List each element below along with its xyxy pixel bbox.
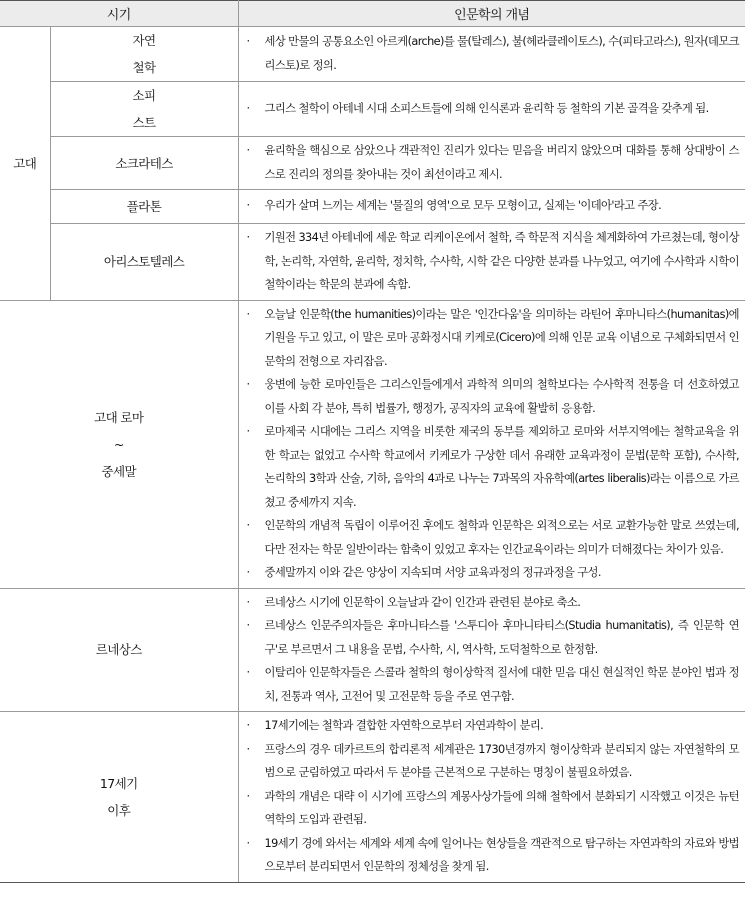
table-row bbox=[0, 712, 745, 883]
sub-era-cell bbox=[50, 82, 238, 137]
sub-era-cell bbox=[50, 224, 238, 301]
header-concept: 인문학의 개념 bbox=[238, 1, 745, 27]
concept-cell bbox=[238, 588, 745, 712]
concept-bullet: · 우리가 살며 느끼는 세계는 '물질의 영역'으로 모두 모형이고, 실제는 '이데아'라고 주장. bbox=[243, 194, 739, 218]
sub-era-cell bbox=[50, 190, 238, 224]
concept-bullet: · 그리스 철학이 아테네 시대 소피스트들에 의해 인식론과 윤리학 등 철학의 기본 골격을 갖추게 됨. bbox=[243, 97, 739, 121]
sub-era-line: 소크라테스 bbox=[115, 155, 173, 171]
sub-era-line: 아리스토텔레스 bbox=[103, 254, 185, 270]
concept-bullet: · 세상 만물의 공통요소인 아르케(arche)를 물(탈레스), 불(헤라클레이토스), 수(피타고라스), 원자(데모크리스토)로 정의. bbox=[243, 30, 739, 77]
concept-cell bbox=[238, 224, 745, 301]
table-row bbox=[0, 224, 745, 301]
sub-era-cell bbox=[50, 137, 238, 190]
era-line: ~ bbox=[113, 436, 124, 452]
concept-bullet: · 윤리학을 핵심으로 삼았으나 객관적인 진리가 있다는 믿음을 버리지 않았으며 대화를 통해 상대방이 스스로 진리의 정의를 찾아내는 것이 최선이라고 제시. bbox=[243, 139, 739, 186]
sub-era-line: 플라톤 bbox=[126, 199, 162, 214]
concept-cell bbox=[238, 300, 745, 588]
sub-era-line: 철학 bbox=[132, 60, 156, 75]
era-cell: 고대 bbox=[0, 27, 50, 301]
era-cell bbox=[0, 588, 238, 712]
concept-bullet: · 이탈리아 인문학자들은 스콜라 철학의 형이상학적 질서에 대한 믿음 대신 현실적인 학문 분야인 법과 정치, 전통과 역사, 고전어 및 고전문학 등을 주로 연구함. bbox=[243, 661, 739, 708]
concept-cell bbox=[238, 190, 745, 224]
concept-bullet: · 르네상스 인문주의자들은 후마니타스를 '스투디아 후마니타티스(Studia humanitatis), 즉 인문학 연구'로 부르면서 그 내용을 문법, 수사학, 시, 역사학, 도덕철학으로 한정함. bbox=[243, 614, 739, 661]
header-era: 시기 bbox=[0, 1, 238, 27]
concept-cell bbox=[238, 137, 745, 190]
table-row bbox=[0, 137, 745, 190]
era-line: 고대 로마 bbox=[94, 409, 144, 425]
era-cell bbox=[0, 712, 238, 883]
concept-bullet: · 오늘날 인문학(the humanities)이라는 말은 '인간다움'을 의미하는 라틴어 후마니타스(humanitas)에 기원을 두고 있고, 이 말은 로마 공화정시대 키케로(Cicero)에 의해 인문 교육 이념으로 구체화되면서 인문학의 전형으로 자리잡음. bbox=[243, 303, 739, 374]
concept-bullet: · 로마제국 시대에는 그리스 지역을 비롯한 제국의 동부를 제외하고 로마와 서부지역에는 철학교육을 위한 학교는 없었고 수사학 학교에서 키케로가 구상한 데서 유래한 교육과정이 문법(문학 포함), 수사학, 논리학의 3학과 산술, 기하, 음악의 4과로 나누는 7과목의 자유학예(artes liberalis)라는 이름으로 가르쳤고 중세까지 지속. bbox=[243, 420, 739, 514]
concept-bullet: · 19세기 경에 와서는 세계와 세계 속에 일어나는 현상들을 객관적으로 탐구하는 자연과학의 자료와 방법으로부터 분리되면서 인문학의 정체성을 찾게 됨. bbox=[243, 832, 739, 879]
sub-era-line: 스트 bbox=[132, 115, 156, 130]
table-row bbox=[0, 300, 745, 588]
concept-bullet: · 인문학의 개념적 독립이 이루어진 후에도 철학과 인문학은 외적으로는 서로 교환가능한 말로 쓰였는데, 다만 전자는 학문 일반이라는 함축이 있었고 후자는 인간교육이라는 의미가 더해졌다는 차이가 있음. bbox=[243, 514, 739, 561]
sub-era-line: 자연 bbox=[132, 33, 156, 48]
table-row bbox=[0, 190, 745, 224]
concept-bullet: · 르네상스 시기에 인문학이 오늘날과 같이 인간과 관련된 분야로 축소. bbox=[243, 591, 739, 615]
concept-bullet: · 과학의 개념은 대략 이 시기에 프랑스의 계몽사상가들에 의해 철학에서 분화되기 시작했고 이것은 뉴턴 역학의 도입과 관련됨. bbox=[243, 785, 739, 832]
era-line: 르네상스 bbox=[95, 642, 142, 658]
concept-cell bbox=[238, 82, 745, 137]
concept-cell bbox=[238, 712, 745, 883]
sub-era-line: 소피 bbox=[132, 88, 156, 103]
table-row bbox=[0, 27, 745, 82]
concept-bullet: · 중세말까지 이와 같은 양상이 지속되며 서양 교육과정의 정규과정을 구성. bbox=[243, 561, 739, 585]
era-line: 중세말 bbox=[101, 463, 136, 479]
era-cell bbox=[0, 300, 238, 588]
concept-cell bbox=[238, 27, 745, 82]
table-row bbox=[0, 588, 745, 712]
concept-bullet: · 기원전 334년 아테네에 세운 학교 리케이온에서 철학, 즉 학문적 지식을 체계화하여 가르쳤는데, 형이상학, 논리학, 자연학, 윤리학, 정치학, 수사학, 시학 같은 다양한 분과를 나누었고, 여기에 수사학과 시학이 철학이라는 학문의 분과에 속함. bbox=[243, 226, 739, 297]
era-line: 이후 bbox=[107, 802, 131, 818]
table-header-row bbox=[0, 1, 745, 27]
concept-bullet: · 17세기에는 철학과 결합한 자연학으로부터 자연과학이 분리. bbox=[243, 714, 739, 738]
concept-bullet: · 웅변에 능한 로마인들은 그리스인들에게서 과학적 의미의 철학보다는 수사학적 전통을 더 선호하였고 이를 사회 각 분야, 특히 법률가, 행정가, 공직자의 교육에 활발히 응용함. bbox=[243, 373, 739, 420]
concept-bullet: · 프랑스의 경우 데카르트의 합리론적 세계관은 1730년경까지 형이상학과 분리되지 않는 자연철학의 모범으로 군림하였고 따라서 두 분야를 근본적으로 구분하는 명칭이 불필요하였음. bbox=[243, 738, 739, 785]
sub-era-cell bbox=[50, 27, 238, 82]
era-line: 17세기 bbox=[99, 775, 138, 791]
table-row bbox=[0, 82, 745, 137]
